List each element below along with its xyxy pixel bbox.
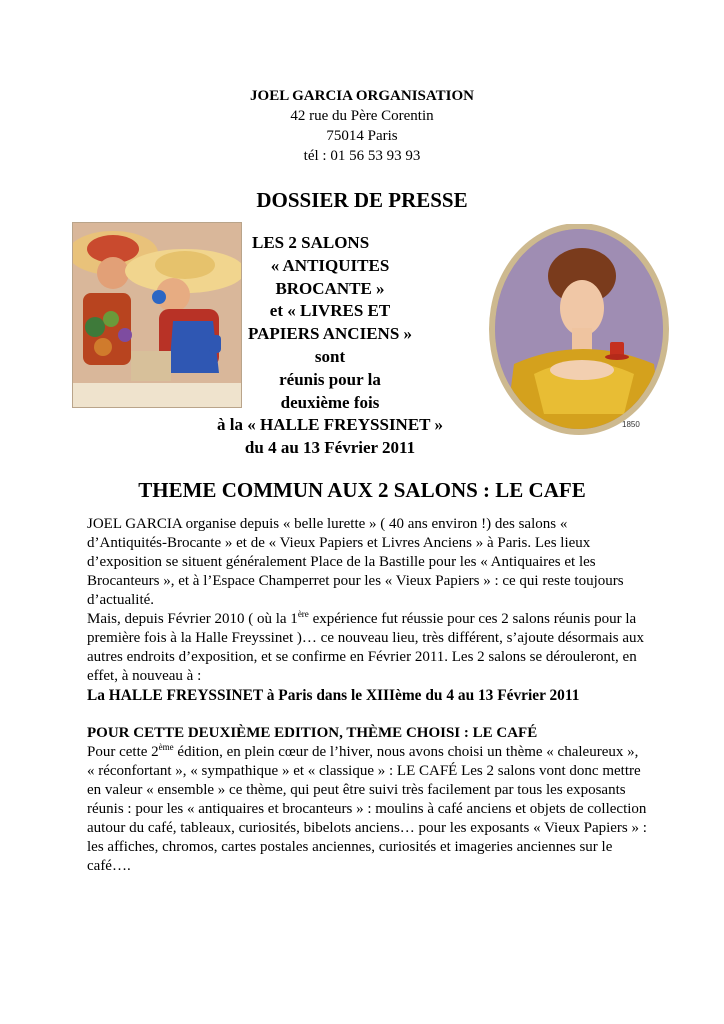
press-text (87, 515, 647, 876)
common-theme-heading: THEME COMMUN AUX 2 SALONS : LE CAFE (138, 478, 586, 502)
announce-line: deuxième fois (280, 392, 380, 412)
announce-line: PAPIERS ANCIENS » (247, 324, 413, 344)
venue-dates-line: La HALLE FREYSSINET à Paris dans le XIIIème du 4 au 13 Février 2011 (87, 687, 580, 704)
address-line: 42 rue du Père Corentin (290, 108, 434, 124)
announce-line: sont (314, 346, 346, 366)
woman-portrait-image (484, 224, 674, 442)
superscript: ère (297, 609, 309, 619)
announce-line: LES 2 SALONS (252, 233, 370, 252)
text-run: Pour cette 2 (87, 744, 159, 760)
phone-line: tél : 01 56 53 93 93 (303, 148, 421, 164)
salon-announcement (190, 232, 470, 460)
portrait-year-label: 1850 (622, 420, 640, 429)
text-run: expérience fut réussie pour ces 2 salons réunis pour la première fois à la Halle Freyssinet )… ce nouveau lieu, très différent, s’ajoute désormais aux autres endroits d’exposition, et se confirme en Février 2011. Les 2 salons se dérouleront, en effet, à nouveau à : (87, 611, 645, 684)
announce-line: « ANTIQUITES (270, 255, 390, 275)
letterhead (0, 86, 724, 166)
announce-line: et « LIVRES ET (269, 301, 391, 321)
paragraph-history: JOEL GARCIA organise depuis « belle lurette » ( 40 ans environ !) des salons « d’Antiquités-Brocante » et de « Vieux Papiers et Livres Anciens » à Paris. Les lieux d’exposition se situent généralement Place de la Bastille pour les « Antiquaires et les Brocanteurs », et à l’Espace Champerret pour les « Vieux Papiers » : ce qui reste toujours d’actualité. (87, 516, 624, 608)
announce-line: BROCANTE » (275, 278, 385, 298)
section-heading: POUR CETTE DEUXIÈME EDITION, THÈME CHOISI : LE CAFÉ (87, 725, 538, 741)
announce-line: du 4 au 13 Février 2011 (244, 438, 416, 458)
paragraph-theme (87, 743, 647, 876)
paragraph-new-venue (87, 610, 647, 686)
text-run: édition, en plein cœur de l’hiver, nous avons choisi un thème « chaleureux », « réconfortant », « sympathique » et « classique » : LE CAFÉ Les 2 salons vont donc mettre en valeur « ensemble » ce thème, qui peut être suivi très facilement par tous les exposants réunis : pour les « antiquaires et brocanteurs » : moulins à café anciens et objets de collection autour du café, tableaux, curiosités, bibelots anciens… pour les exposants « Vieux Papiers » : les affiches, chromos, cartes postales anciennes, curiosités et imageries anciennes sur le café…. (87, 744, 647, 874)
superscript: ème (158, 742, 174, 752)
document-title: DOSSIER DE PRESSE (256, 188, 468, 212)
text-run: Mais, depuis Février 2010 ( où la 1 (87, 611, 298, 627)
organisation-name: JOEL GARCIA ORGANISATION (250, 88, 474, 104)
announce-line: réunis pour la (279, 369, 381, 389)
announce-line: à la « HALLE FREYSSINET » (217, 415, 443, 435)
city-line: 75014 Paris (326, 128, 398, 144)
